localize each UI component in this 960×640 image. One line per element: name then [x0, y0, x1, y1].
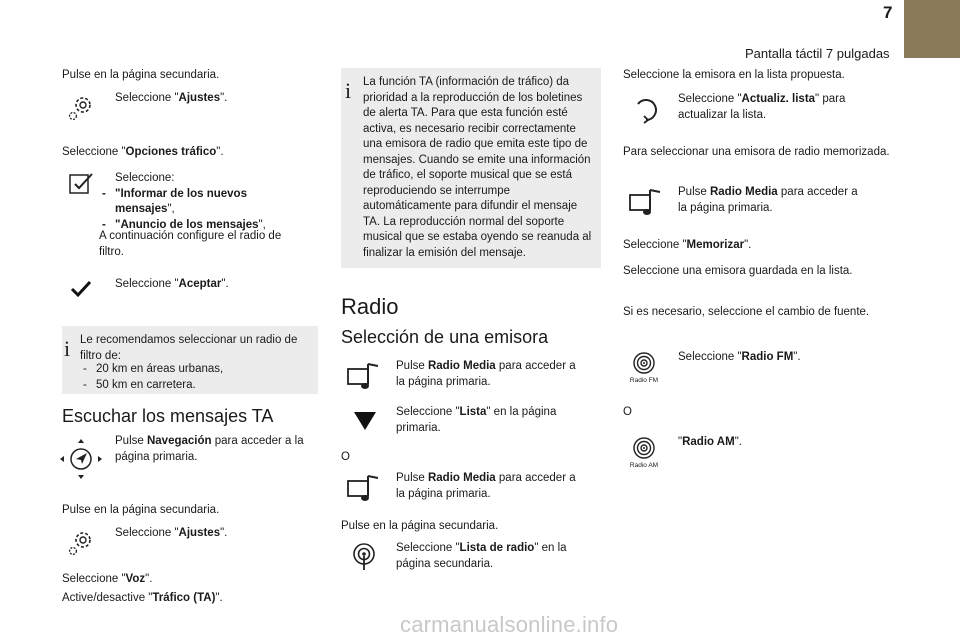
page-number: 7 [883, 3, 893, 22]
navigation-icon [58, 437, 104, 481]
info-icon: i [345, 78, 352, 103]
radio-fm-icon [631, 351, 657, 375]
instruction: Pulse Radio Media para acceder a la página primaria. [396, 472, 576, 500]
instruction: "Radio AM". [678, 436, 742, 448]
page-title: Pantalla táctil 7 pulgadas [745, 46, 890, 61]
paragraph: Si es necesario, seleccione el cambio de fuente. [623, 306, 870, 318]
selection-block: Seleccione: - "Informar de los nuevos mensajes", - "Anuncio de los mensajes", [115, 171, 295, 233]
instruction: Seleccione "Aceptar". [115, 278, 229, 290]
radio-media-icon [346, 360, 382, 392]
list-item: - "Informar de los nuevos mensajes", [99, 187, 295, 218]
instruction: Seleccione "Lista de radio" en la página secundaria. [396, 542, 567, 570]
info-text: Le recomendamos seleccionar un radio de filtro de: [80, 334, 298, 362]
radio-media-icon [346, 472, 382, 504]
info-list [80, 362, 314, 393]
radio-media-icon [628, 186, 664, 218]
list-item: - "Anuncio de los mensajes", [99, 218, 295, 234]
instruction: Active/desactive "Tráfico (TA)". [62, 592, 223, 604]
gear-icon [66, 527, 96, 557]
watermark: carmanualsonline.info [400, 612, 619, 637]
instruction: Pulse Radio Media para acceder a la página primaria. [678, 186, 858, 214]
instruction: Seleccione "Ajustes". [115, 527, 228, 539]
instruction: Seleccione "Voz". [62, 573, 153, 585]
list-item: - 50 km en carretera. [80, 378, 314, 394]
instruction: Seleccione "Ajustes". [115, 92, 228, 104]
radio-list-icon [350, 542, 378, 572]
instruction: Seleccione "Actualiz. lista" para actualizar la lista. [678, 93, 846, 121]
instruction: Seleccione "Lista" en la página primaria. [396, 406, 557, 434]
instruction: Seleccione "Memorizar". [623, 239, 752, 251]
filter-edit-icon [66, 170, 96, 198]
icon-caption: Radio AM [629, 462, 659, 469]
chapter-heading: Radio [341, 294, 399, 319]
instruction: Seleccione "Opciones tráfico". [62, 146, 224, 158]
info-box [62, 326, 318, 394]
list-item: - 20 km en áreas urbanas, [80, 362, 314, 378]
paragraph: Pulse en la página secundaria. [62, 69, 220, 81]
refresh-icon [632, 96, 660, 124]
separator-text: O [623, 406, 632, 418]
paragraph: Pulse en la página secundaria. [62, 504, 220, 516]
chapter-tab [904, 0, 960, 58]
separator-text: O [341, 451, 350, 463]
triangle-down-icon [352, 410, 378, 432]
info-box [341, 68, 601, 268]
paragraph: Seleccione una emisora guardada en la lista. [623, 265, 853, 277]
info-icon: i [64, 336, 71, 361]
checkmark-icon [70, 280, 92, 298]
gear-icon [66, 92, 96, 122]
instruction: Pulse Radio Media para acceder a la página primaria. [396, 360, 576, 388]
section-heading: Escuchar los mensajes TA [62, 406, 274, 426]
icon-caption: Radio FM [629, 377, 659, 384]
paragraph: Seleccione la emisora en la lista propuesta. [623, 69, 845, 81]
paragraph: Pulse en la página secundaria. [341, 520, 499, 532]
radio-am-icon [631, 436, 657, 460]
instruction: Seleccione "Radio FM". [678, 351, 801, 363]
instruction: Pulse Navegación para acceder a la página primaria. [115, 435, 304, 463]
selection-list [99, 187, 295, 234]
paragraph: A continuación configure el radio de filtro. [99, 230, 282, 258]
section-heading: Selección de una emisora [341, 327, 549, 347]
paragraph: Para seleccionar una emisora de radio memorizada. [623, 146, 890, 158]
info-text: La función TA (información de tráfico) da prioridad a la reproducción de los boletines de alerta TA. Para que esta función esté activa, es necesario recibir correctamente una emisora de radio que emita este tipo de mensajes. Cuando se emite una información de tráfico, el soporte musical que se está reproduciendo se interrumpe automáticamente para difundir el mensaje TA. La reproducción normal del soporte musical que se estaba oyendo se reanuda al finalizar la emisión del mensaje. [363, 76, 592, 259]
